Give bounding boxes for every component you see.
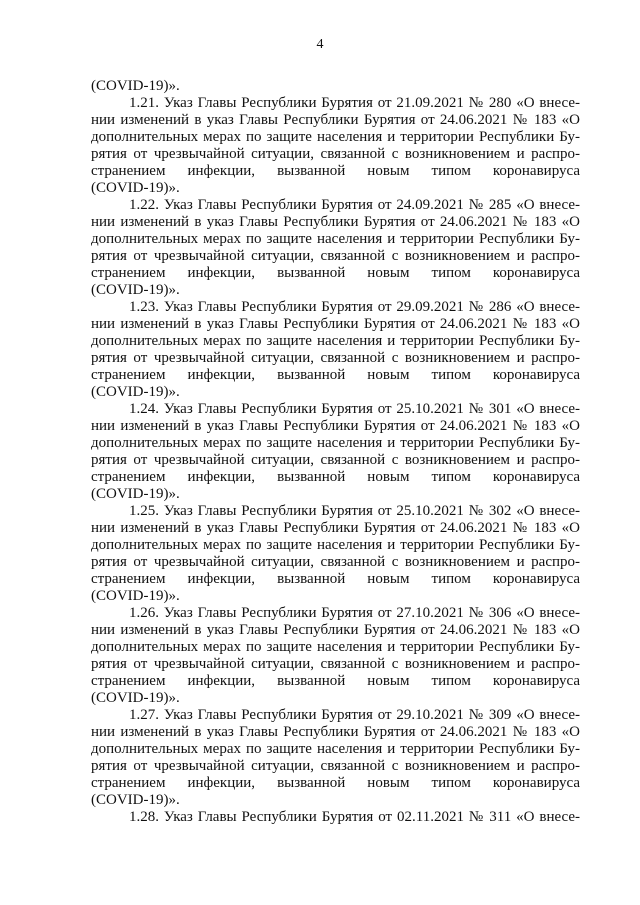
- text-line: 1.24. Указ Главы Республики Бурятия от 25.10.2021 № 301 «О внесе-: [129, 401, 580, 417]
- page-number: 4: [316, 37, 324, 52]
- text-line: странением инфекции, вызванной новым типом коронавируса: [91, 571, 580, 587]
- text-line: 1.27. Указ Главы Республики Бурятия от 29.10.2021 № 309 «О внесе-: [129, 707, 580, 723]
- text-line: рятия от чрезвычайной ситуации, связанной с возникновением и распро-: [91, 554, 580, 570]
- text-line: рятия от чрезвычайной ситуации, связанной с возникновением и распро-: [91, 146, 580, 162]
- text-line: (COVID-19)».: [91, 78, 180, 94]
- text-line: странением инфекции, вызванной новым типом коронавируса: [91, 469, 580, 485]
- text-line: 1.23. Указ Главы Республики Бурятия от 29.09.2021 № 286 «О внесе-: [129, 299, 580, 315]
- text-line: (COVID-19)».: [91, 384, 180, 400]
- text-line: рятия от чрезвычайной ситуации, связанной с возникновением и распро-: [91, 758, 580, 774]
- text-line: дополнительных мерах по защите населения и территории Республики Бу-: [91, 231, 580, 247]
- text-line: дополнительных мерах по защите населения и территории Республики Бу-: [91, 741, 580, 757]
- text-line: (COVID-19)».: [91, 282, 180, 298]
- text-line: дополнительных мерах по защите населения и территории Республики Бу-: [91, 537, 580, 553]
- text-line: нии изменений в указ Главы Республики Бурятия от 24.06.2021 № 183 «О: [91, 520, 580, 536]
- text-line: нии изменений в указ Главы Республики Бурятия от 24.06.2021 № 183 «О: [91, 724, 580, 740]
- text-line: странением инфекции, вызванной новым типом коронавируса: [91, 163, 580, 179]
- text-line: дополнительных мерах по защите населения и территории Республики Бу-: [91, 333, 580, 349]
- text-line: дополнительных мерах по защите населения и территории Республики Бу-: [91, 129, 580, 145]
- text-line: 1.25. Указ Главы Республики Бурятия от 25.10.2021 № 302 «О внесе-: [129, 503, 580, 519]
- text-line: рятия от чрезвычайной ситуации, связанной с возникновением и распро-: [91, 452, 580, 468]
- document-body: [91, 78, 580, 826]
- text-line: нии изменений в указ Главы Республики Бурятия от 24.06.2021 № 183 «О: [91, 418, 580, 434]
- text-line: 1.21. Указ Главы Республики Бурятия от 21.09.2021 № 280 «О внесе-: [129, 95, 580, 111]
- text-line: нии изменений в указ Главы Республики Бурятия от 24.06.2021 № 183 «О: [91, 112, 580, 128]
- text-line: рятия от чрезвычайной ситуации, связанной с возникновением и распро-: [91, 350, 580, 366]
- text-line: (COVID-19)».: [91, 588, 180, 604]
- text-line: (COVID-19)».: [91, 486, 180, 502]
- text-line: дополнительных мерах по защите населения и территории Республики Бу-: [91, 435, 580, 451]
- text-line: странением инфекции, вызванной новым типом коронавируса: [91, 673, 580, 689]
- text-line: 1.26. Указ Главы Республики Бурятия от 27.10.2021 № 306 «О внесе-: [129, 605, 580, 621]
- text-line: 1.28. Указ Главы Республики Бурятия от 02.11.2021 № 311 «О внесе-: [129, 809, 580, 825]
- text-line: (COVID-19)».: [91, 180, 180, 196]
- text-line: нии изменений в указ Главы Республики Бурятия от 24.06.2021 № 183 «О: [91, 622, 580, 638]
- text-line: 1.22. Указ Главы Республики Бурятия от 24.09.2021 № 285 «О внесе-: [129, 197, 580, 213]
- text-line: (COVID-19)».: [91, 792, 180, 808]
- text-line: странением инфекции, вызванной новым типом коронавируса: [91, 265, 580, 281]
- text-line: странением инфекции, вызванной новым типом коронавируса: [91, 775, 580, 791]
- text-line: рятия от чрезвычайной ситуации, связанной с возникновением и распро-: [91, 248, 580, 264]
- text-line: нии изменений в указ Главы Республики Бурятия от 24.06.2021 № 183 «О: [91, 316, 580, 332]
- text-line: рятия от чрезвычайной ситуации, связанной с возникновением и распро-: [91, 656, 580, 672]
- text-line: дополнительных мерах по защите населения и территории Республики Бу-: [91, 639, 580, 655]
- text-line: нии изменений в указ Главы Республики Бурятия от 24.06.2021 № 183 «О: [91, 214, 580, 230]
- text-line: (COVID-19)».: [91, 690, 180, 706]
- text-line: странением инфекции, вызванной новым типом коронавируса: [91, 367, 580, 383]
